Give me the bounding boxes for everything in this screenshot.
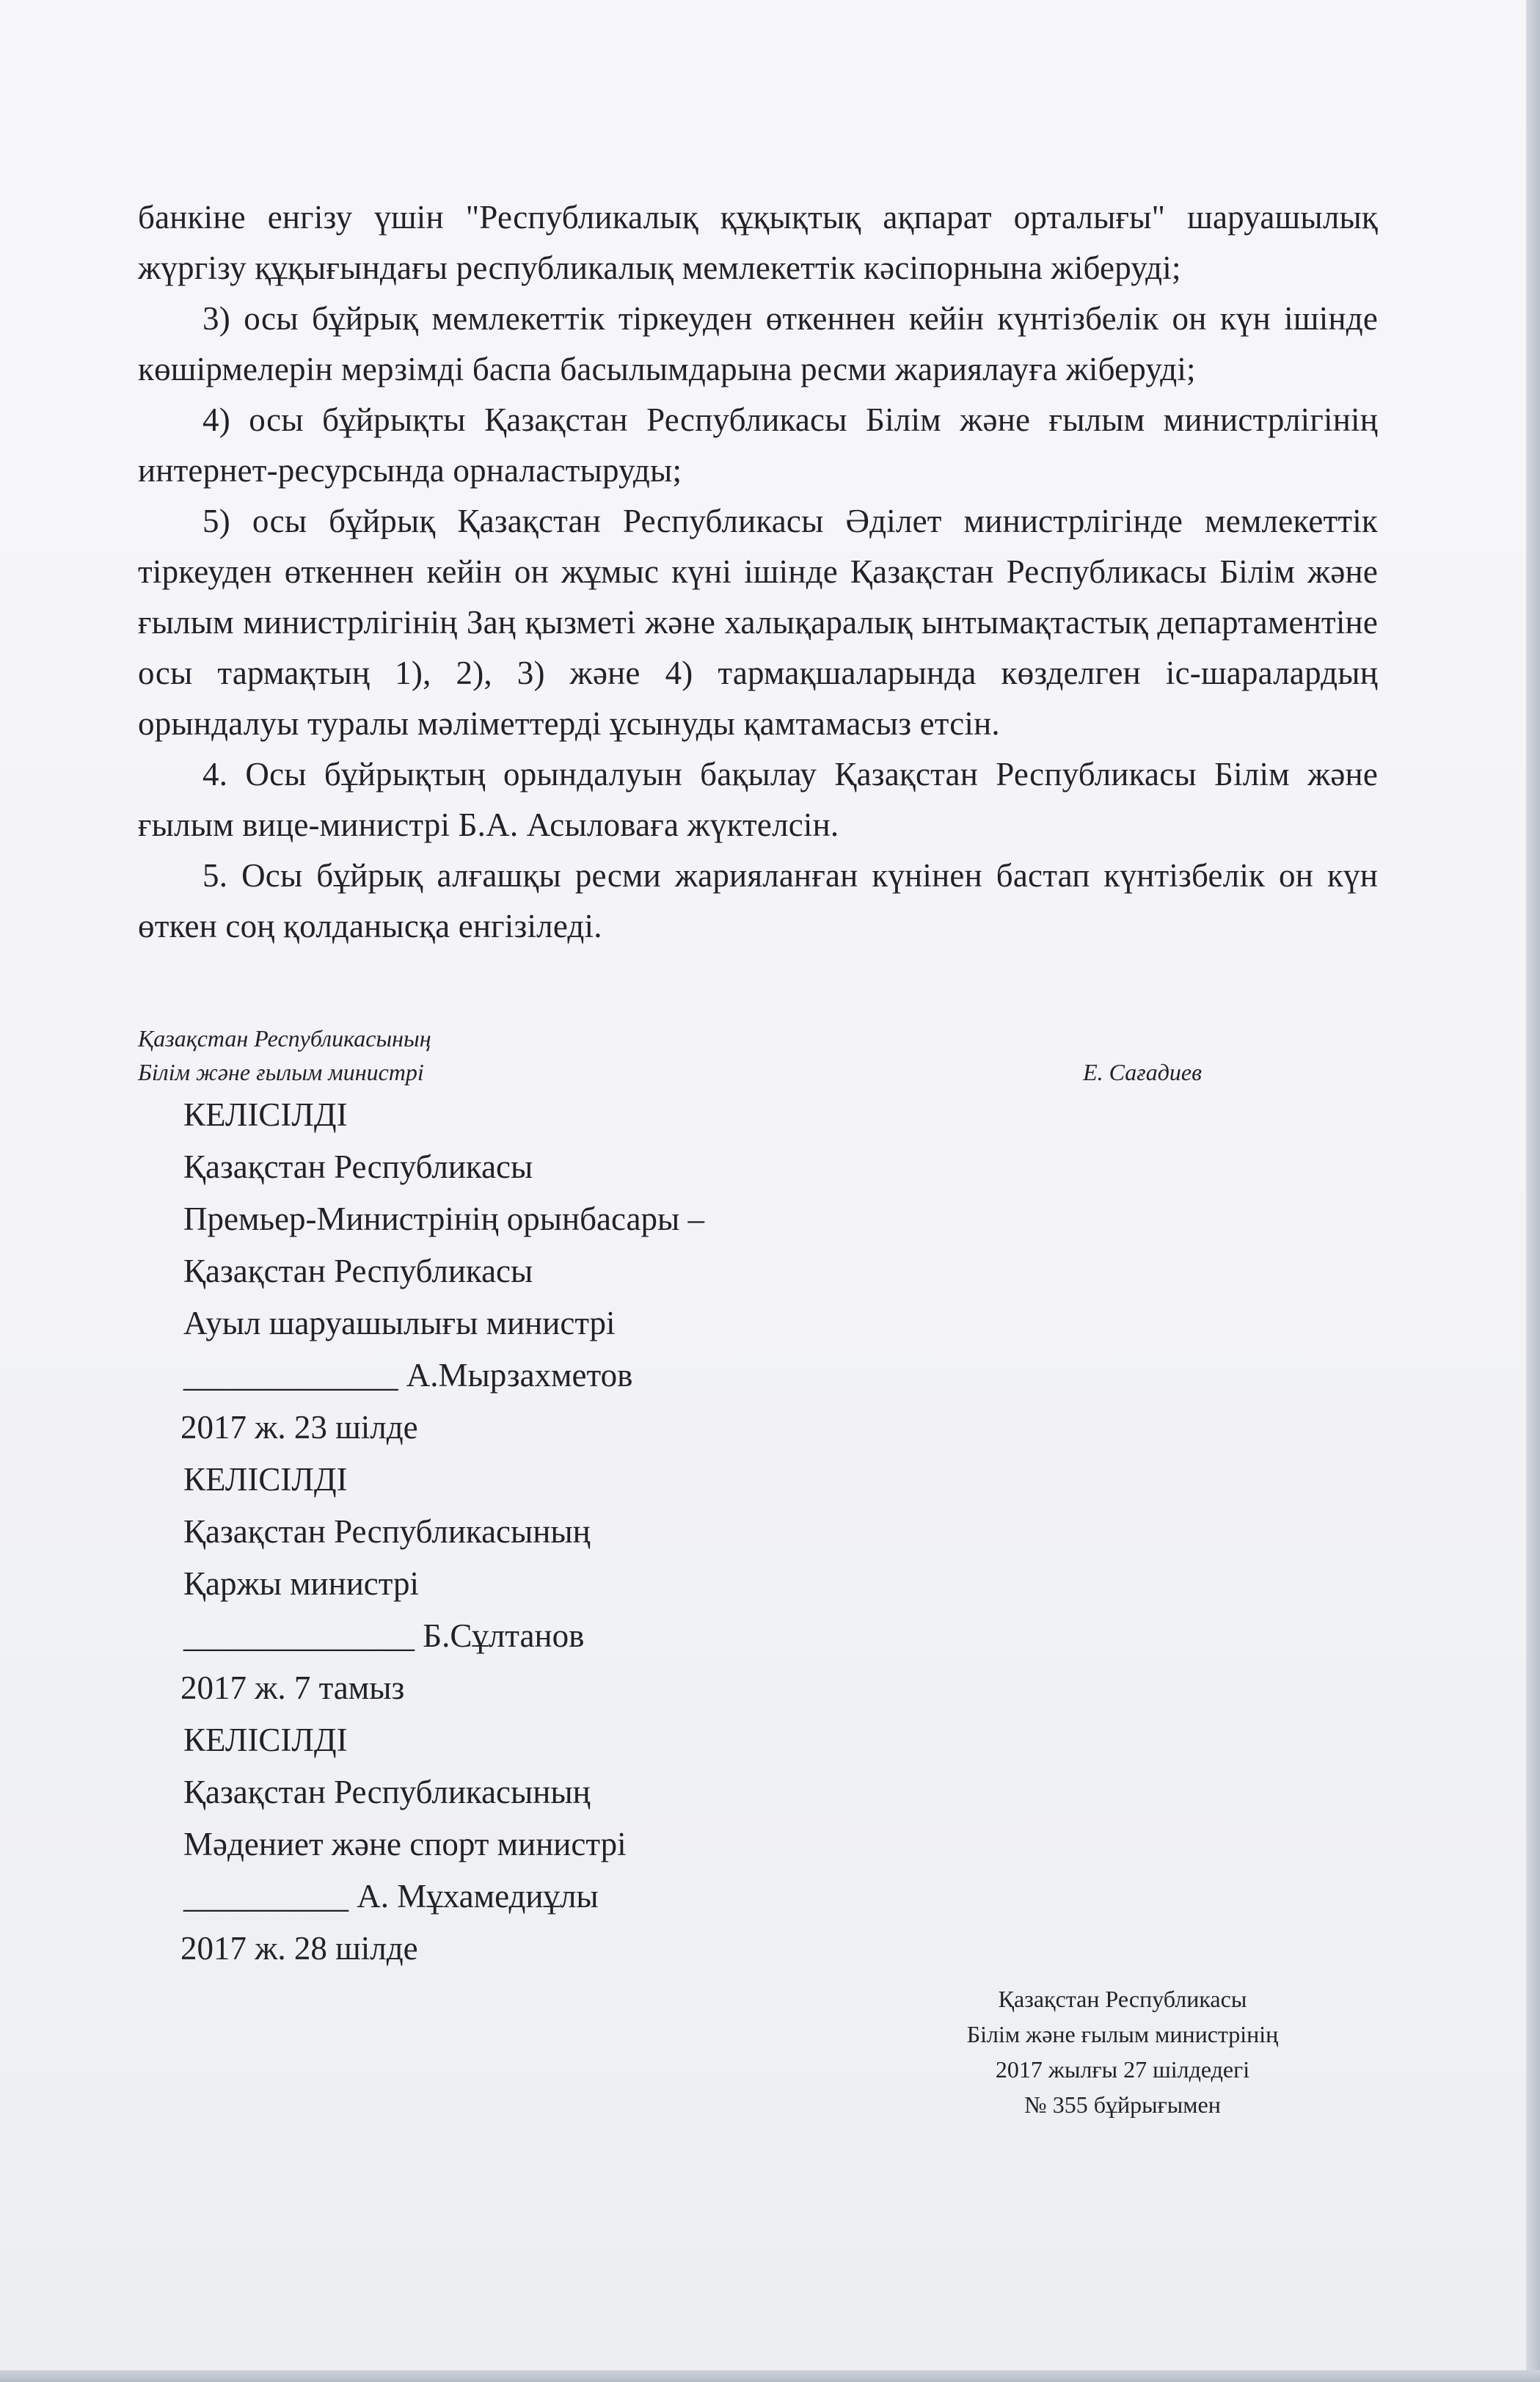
agreement-date: 2017 ж. 28 шілде — [180, 1930, 418, 1967]
agreement-3 — [180, 1714, 844, 1975]
paragraph-clause-4: 4. Осы бұйрықтың орындалуын бақылау Қазақстан Республикасы Білім және ғылым вице-министрі Б.А. Асыловаға жүктелсін. — [138, 756, 1378, 843]
agreement-signature: __________ А. Мұхамедиұлы — [183, 1878, 599, 1915]
order-body-text — [138, 192, 1378, 952]
agreement-line: Қазақстан Республикасы — [183, 1253, 533, 1289]
agreement-2 — [180, 1454, 844, 1714]
approval-line-2: Білім және ғылым министрінің — [966, 2021, 1279, 2047]
paragraph-item-3: 3) осы бұйрық мемлекеттік тіркеуден өткеннен кейін күнтізбелік он күн ішінде көшірмелерін мерзімді баспа басылымдарына ресми жариялауға жіберуді; — [138, 300, 1378, 387]
agreement-line: Қазақстан Республикасының — [183, 1774, 591, 1810]
paragraph-clause-5: 5. Осы бұйрық алғашқы ресми жарияланған күнінен бастап күнтізбелік он күн өткен соң қолданысқа енгізіледі. — [138, 857, 1378, 944]
paragraph-item-2-continued: банкіне енгізу үшін "Республикалық құқықтық ақпарат орталығы" шаруашылық жүргізу құқығындағы республикалық мемлекеттік кәсіпорнына жіберуді; — [138, 199, 1378, 286]
agreement-date: 2017 ж. 7 тамыз — [180, 1669, 405, 1706]
signer-title-line-1: Қазақстан Республикасының — [138, 1025, 431, 1052]
agreement-line: Мәдениет және спорт министрі — [183, 1826, 627, 1862]
agreement-line: Қазақстан Республикасы — [183, 1148, 533, 1185]
minister-signature-block — [138, 1021, 1202, 1089]
agreement-line: Қаржы министрі — [183, 1565, 419, 1602]
approval-line-1: Қазақстан Республикасы — [998, 1986, 1247, 2012]
agreement-signature: _____________ А.Мырзахметов — [183, 1357, 633, 1394]
approval-line-4: № 355 бұйрығымен — [1024, 2091, 1221, 2118]
approval-note — [902, 1981, 1343, 2122]
paragraph-item-4: 4) осы бұйрықты Қазақстан Республикасы Білім және ғылым министрлігінің интернет-ресурсында орналастыруды; — [138, 401, 1378, 489]
agreement-signature: ______________ Б.Сұлтанов — [183, 1617, 585, 1654]
agreement-line: Қазақстан Республикасының — [183, 1513, 591, 1550]
page-edge-right — [1526, 0, 1540, 2382]
agreement-date: 2017 ж. 23 шілде — [180, 1409, 418, 1446]
approval-line-3: 2017 жылғы 27 шілдедегі — [995, 2056, 1250, 2083]
agreement-heading: КЕЛІСІЛДІ — [183, 1096, 348, 1133]
agreement-heading: КЕЛІСІЛДІ — [183, 1722, 348, 1758]
agreements-block — [180, 1089, 844, 1975]
signer-title-line-2: Білім және ғылым министрі — [138, 1059, 424, 1085]
paragraph-item-5: 5) осы бұйрық Қазақстан Республикасы Әділет министрлігінде мемлекеттік тіркеуден өткеннен кейін он жұмыс күні ішінде Қазақстан Республикасы Білім және ғылым министрлігінің Заң қызметі және халықаралық ынтымақтастық департаментіне осы тармақтың 1), 2), 3) және 4) тармақшаларында көзделген іс-шаралардың орындалуы туралы мәліметтерді ұсынуды қамтамасыз етсін. — [138, 503, 1378, 742]
signer-name: Е. Сағадиев — [1083, 1059, 1202, 1085]
agreement-line: Ауыл шаруашылығы министрі — [183, 1305, 616, 1341]
agreement-line: Премьер-Министрінің орынбасары – — [183, 1201, 704, 1237]
agreement-1 — [180, 1089, 844, 1454]
page-edge-bottom — [0, 2370, 1540, 2382]
agreement-heading: КЕЛІСІЛДІ — [183, 1461, 348, 1498]
